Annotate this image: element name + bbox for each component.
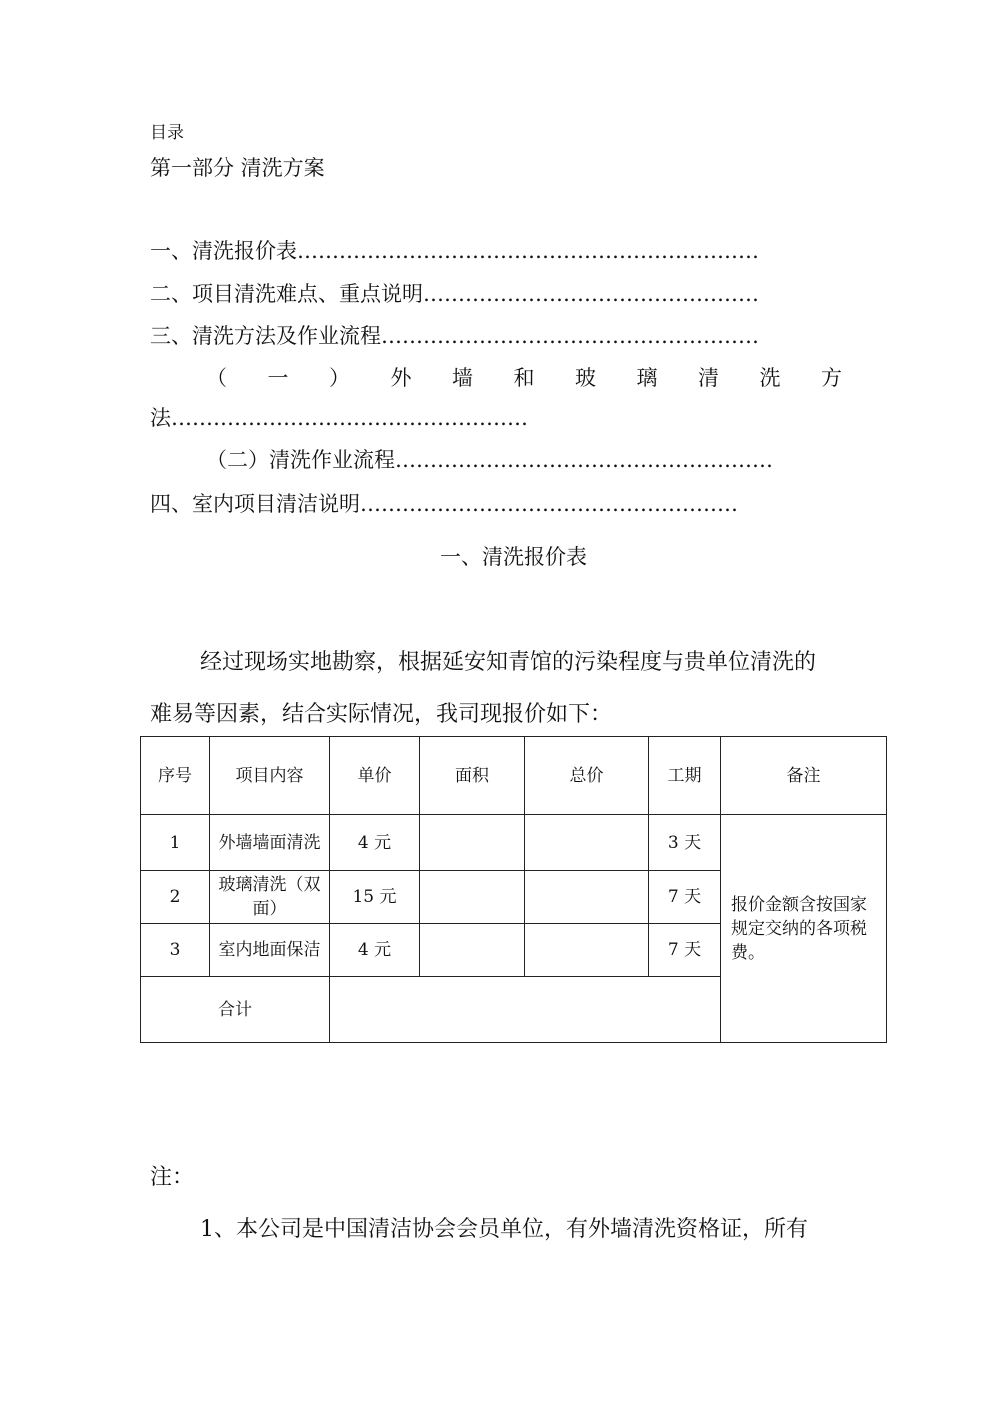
toc-entry[interactable] [150, 488, 738, 518]
toc-char: 外 [390, 366, 412, 390]
column-header: 单价 [330, 737, 420, 815]
work-period: 3 天 [649, 815, 721, 871]
toc-char: ） [329, 366, 350, 390]
toc-entry-title: 三、清洗方法及作业流程 [150, 324, 381, 348]
remark-cell: 报价金额含按国家规定交纳的各项税费。 [721, 815, 887, 1043]
column-header: 总价 [525, 737, 649, 815]
toc-char: 璃 [636, 366, 658, 390]
toc-entry[interactable] [150, 278, 759, 308]
toc-entry-continuation[interactable] [150, 402, 528, 432]
toc-char: 清 [698, 366, 719, 390]
toc-char: 墙 [452, 366, 473, 390]
table-header-row [141, 737, 887, 815]
work-period: 7 天 [649, 871, 721, 924]
item-content: 外墙墙面清洗 [210, 815, 330, 871]
section-heading: 一、清洗报价表 [440, 545, 587, 569]
toc-leader-dots: ……………………………………………… [381, 324, 759, 348]
row-number: 3 [141, 924, 210, 977]
toc-char: 洗 [759, 366, 781, 390]
toc-entry-title: 二、项目清洗难点、重点说明 [150, 282, 423, 306]
toc-entry[interactable] [150, 235, 759, 265]
total-price-cell [525, 871, 649, 924]
intro-line-1: 经过现场实地勘察，根据延安知青馆的污染程度与贵单位清洗的 [200, 650, 817, 675]
total-label: 合计 [141, 977, 330, 1043]
total-value [330, 977, 721, 1043]
area-cell [420, 871, 525, 924]
row-number: 1 [141, 815, 210, 871]
intro-line-2: 难易等因素，结合实际情况，我司现报价如下： [150, 702, 613, 727]
column-header: 序号 [141, 737, 210, 815]
total-price-cell [525, 924, 649, 977]
area-cell [420, 815, 525, 871]
column-header: 面积 [420, 737, 525, 815]
column-header: 项目内容 [210, 737, 330, 815]
item-content: 玻璃清洗（双面） [210, 871, 330, 924]
toc-entry-title: 一、清洗报价表 [150, 239, 297, 263]
notes-label: 注： [150, 1165, 195, 1190]
toc-leader-dots: ………………………………………… [423, 282, 759, 306]
column-header: 工期 [649, 737, 721, 815]
unit-price: 4 元 [330, 924, 420, 977]
total-price-cell [525, 815, 649, 871]
toc-entry[interactable] [206, 444, 773, 474]
toc-entry-title: （二）清洗作业流程 [206, 448, 395, 472]
table-row [141, 815, 887, 871]
area-cell [420, 924, 525, 977]
row-number: 2 [141, 871, 210, 924]
toc-entry-title-tail: 法 [150, 406, 171, 430]
quote-table [140, 736, 887, 1043]
item-content: 室内地面保洁 [210, 924, 330, 977]
column-header: 备注 [721, 737, 887, 815]
unit-price: 4 元 [330, 815, 420, 871]
toc-label: 目录 [150, 123, 184, 143]
part-title: 第一部分 清洗方案 [150, 156, 325, 180]
toc-char: （ [206, 366, 227, 390]
toc-leader-dots: ……………………………………………… [395, 448, 773, 472]
toc-leader-dots: …………………………………………… [171, 406, 528, 430]
unit-price: 15 元 [330, 871, 420, 924]
work-period: 7 天 [649, 924, 721, 977]
toc-char: 一 [267, 366, 289, 390]
toc-char: 玻 [575, 366, 596, 390]
toc-entry[interactable] [150, 362, 842, 392]
toc-entry[interactable] [150, 320, 759, 350]
toc-entry-title-spread [150, 362, 842, 392]
note-item-1: 1、本公司是中国清洁协会会员单位，有外墙清洗资格证，所有 [200, 1217, 808, 1242]
toc-char: 方 [821, 366, 842, 390]
toc-leader-dots: ………………………………………………………… [297, 239, 759, 263]
toc-char: 和 [513, 366, 535, 390]
toc-leader-dots: ……………………………………………… [360, 492, 738, 516]
toc-entry-title: 四、室内项目清洁说明 [150, 492, 360, 516]
